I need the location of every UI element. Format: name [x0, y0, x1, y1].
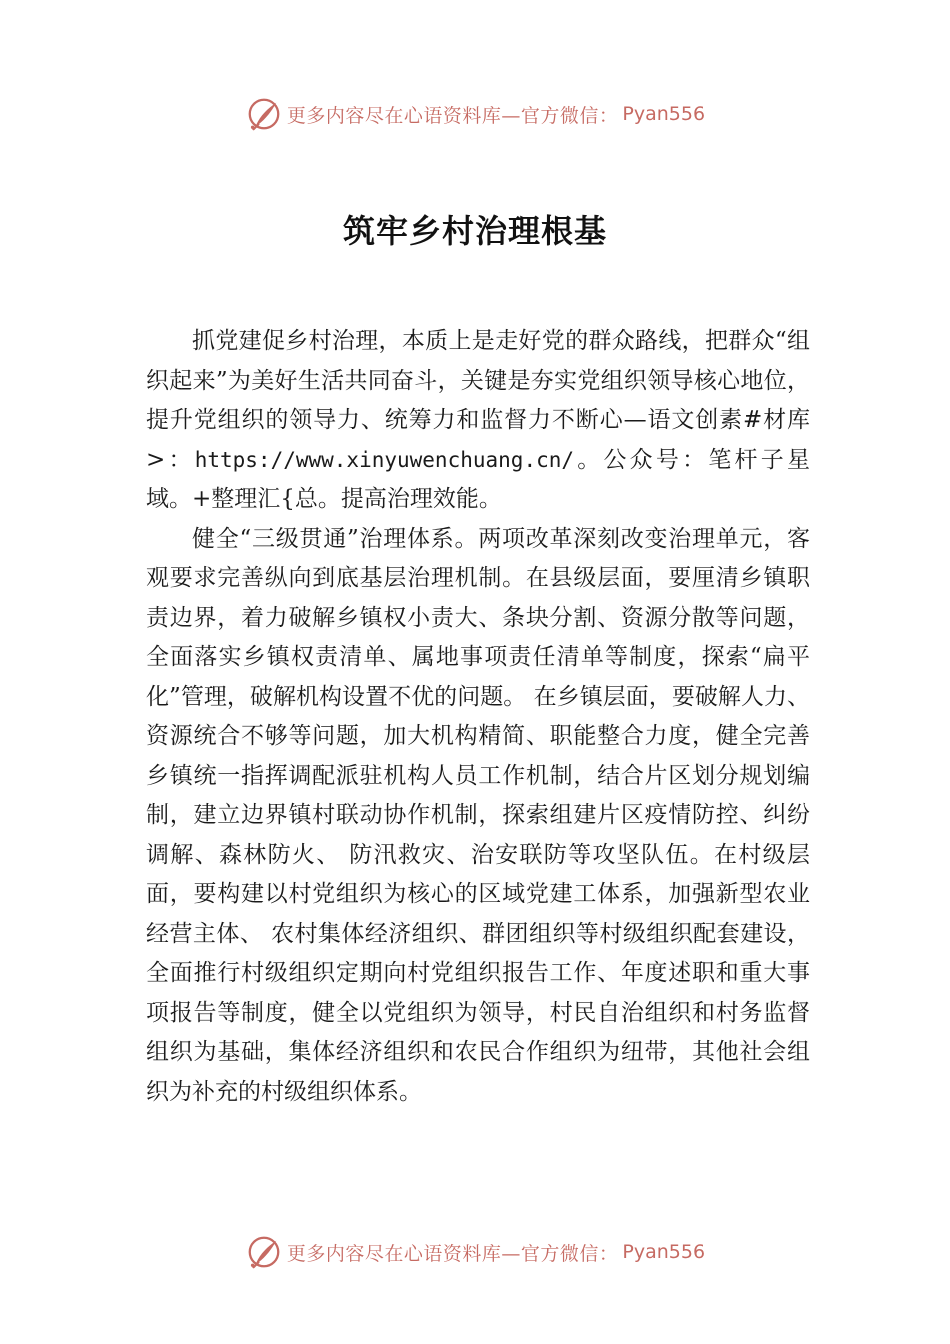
- header-banner: [0, 94, 950, 134]
- pen-ink-logo-icon: [245, 1233, 283, 1271]
- document-body: [146, 322, 810, 1112]
- paragraph-1: [146, 322, 810, 520]
- paragraph-1-text: 抓党建促乡村治理，本质上是走好党的群众路线，把群众“组织起来”为美好生活共同奋斗，关键是夯实党组织领导核心地位，提升党组织的领导力、统筹力和监督力不断心—语文创素#材库>：: [146, 328, 810, 473]
- banner-text: 更多内容尽在心语资料库—官方微信：: [286, 1242, 619, 1265]
- footer-banner-content: [245, 1233, 705, 1271]
- banner-text: 更多内容尽在心语资料库—官方微信：: [286, 104, 619, 127]
- pen-ink-logo-icon: [245, 95, 283, 133]
- source-url: https://www.xinyuwenchuang.cn/: [194, 447, 575, 472]
- banner-wechat-id: Pyan556: [622, 103, 706, 125]
- footer-banner: [0, 1232, 950, 1272]
- paragraph-2: 健全“三级贯通”治理体系。两项改革深刻改变治理单元，客观要求完善纵向到底基层治理机制。在县级层面，要厘清乡镇职责边界，着力破解乡镇权小责大、条块分割、资源分散等问题，全面落实乡镇权责清单、属地事项责任清单等制度，探索“扁平化”管理，破解机构设置不优的问题。 在乡镇层面，要破解人力、资源统合不够等问题，加大机构精简、职能整合力度，健全完善乡镇统一指挥调配派驻机构人员工作机制，结合片区划分规划编制，建立边界镇村联动协作机制，探索组建片区疫情防控、纠纷调解、森林防火、 防汛救灾、治安联防等攻坚队伍。在村级层面，要构建以村党组织为核心的区域党建工体系，加强新型农业经营主体、 农村集体经济组织、群团组织等村级组织配套建设，全面推行村级组织定期向村党组织报告工作、年度述职和重大事项报告等制度，健全以党组织为领导，村民自治组织和村务监督组织为基础，集体经济组织和农民合作组织为纽带，其他社会组织为补充的村级组织体系。: [146, 525, 810, 1105]
- paragraph-1-tail: 。公众号：笔杆子星域。+整理汇{总。提高治理效能。: [146, 446, 810, 512]
- banner-wechat-id: Pyan556: [622, 1241, 706, 1263]
- header-banner-content: [245, 95, 705, 133]
- document-title: 筑牢乡村治理根基: [342, 212, 607, 250]
